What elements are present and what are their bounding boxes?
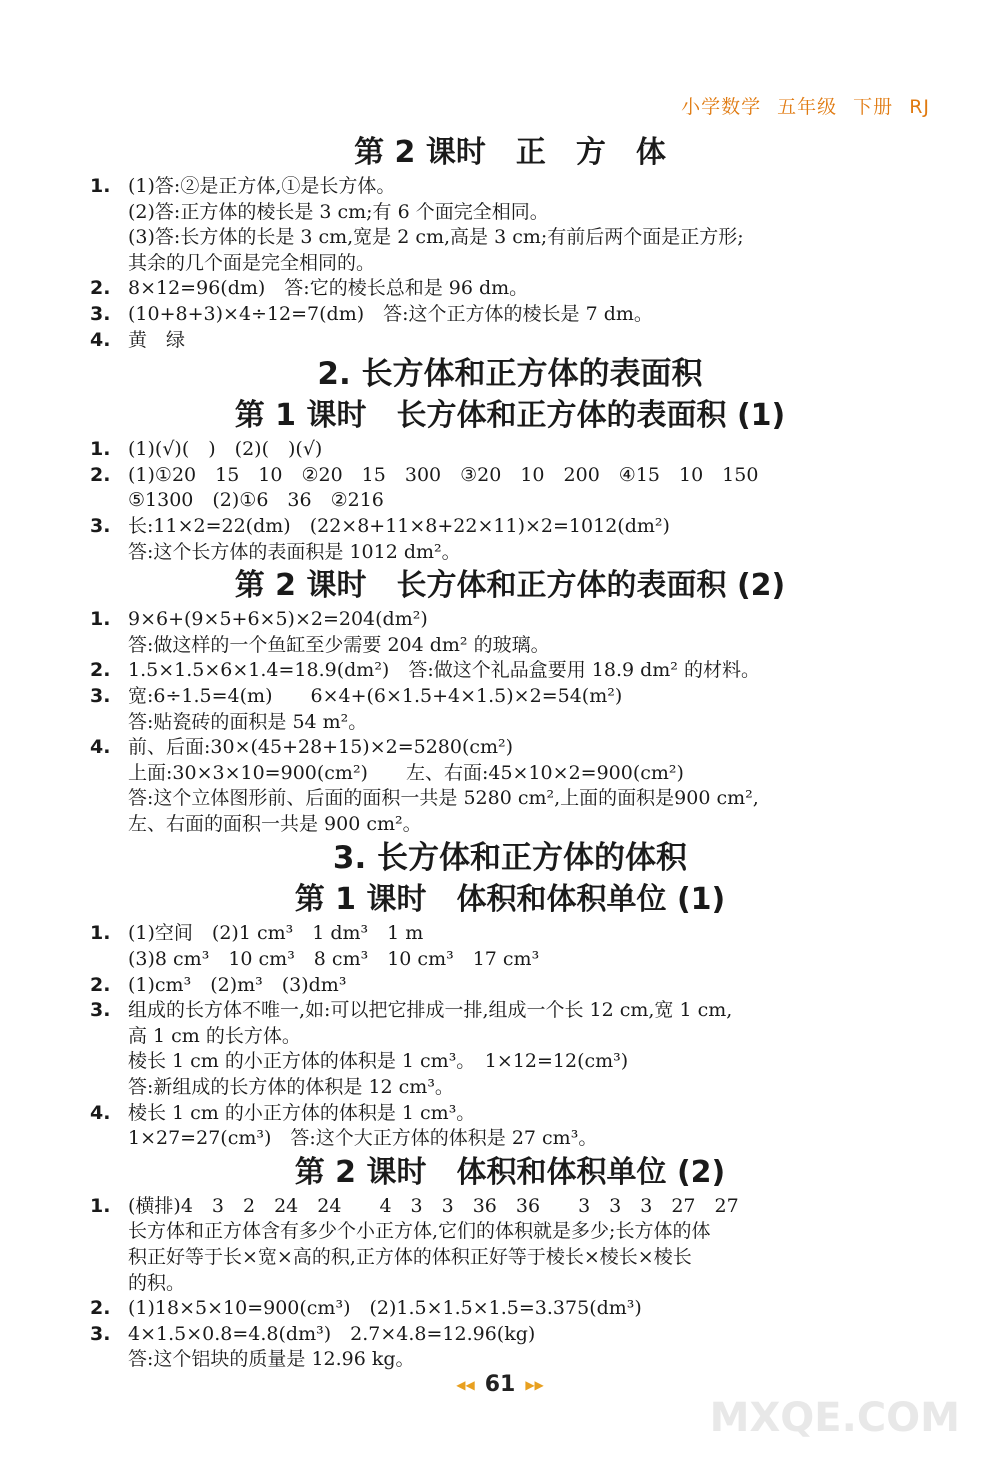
- header-edition: RJ: [909, 96, 930, 118]
- lesson-title: 第 2 课时 长方体和正方体的表面积 (2): [234, 568, 786, 604]
- item-lines: [128, 1296, 930, 1322]
- answer-line: 答:贴瓷砖的面积是 54 m²。: [128, 710, 368, 733]
- item-number: 3.: [90, 1322, 111, 1345]
- lesson-title: 第 1 课时 长方体和正方体的表面积 (1): [234, 398, 786, 434]
- answer-item: [90, 514, 930, 565]
- lesson-b-items: [90, 437, 930, 565]
- answer-line: (1)答:②是正方体,①是长方体。: [128, 175, 396, 197]
- item-lines: [128, 1322, 930, 1373]
- answer-item: [90, 973, 930, 999]
- answer-line: 的积。: [128, 1271, 186, 1294]
- lesson-d-items: [90, 921, 930, 1151]
- item-lines: [128, 302, 930, 328]
- answer-line: 答:做这样的一个鱼缸至少需要 204 dm² 的玻璃。: [128, 633, 550, 656]
- item-number: 3.: [90, 999, 111, 1022]
- answer-line: (3)8 cm³ 10 cm³ 8 cm³ 10 cm³ 17 cm³: [128, 948, 540, 971]
- lesson-title: 第 2 课时 正 方 体: [354, 135, 666, 170]
- answer-line: 答:这个铝块的质量是 12.96 kg。: [128, 1348, 415, 1371]
- answer-item: [90, 684, 930, 735]
- answer-item: [90, 174, 930, 276]
- book-header: [665, 92, 930, 119]
- item-lines: [128, 684, 930, 735]
- header-grade: 五年级: [777, 96, 838, 118]
- answer-line: (1)18×5×10=900(cm³) (2)1.5×1.5×1.5=3.375(dm³): [128, 1297, 642, 1320]
- item-lines: [128, 514, 930, 565]
- answer-item: [90, 1194, 930, 1296]
- answer-line: (横排)4 3 2 24 24 4 3 3 36 36 3 3 3 27 27: [128, 1194, 739, 1217]
- answer-line: 积正好等于长×宽×高的积,正方体的体积正好等于棱长×棱长×棱长: [128, 1246, 692, 1268]
- item-lines: [128, 1101, 930, 1152]
- answer-item: [90, 921, 930, 972]
- header-subject: 小学数学: [681, 96, 762, 118]
- answer-line: 1×27=27(cm³) 答:这个大正方体的体积是 27 cm³。: [128, 1127, 598, 1150]
- answer-item: [90, 437, 930, 463]
- item-number: 1.: [90, 438, 111, 461]
- answer-line: (10+8+3)×4÷12=7(dm) 答:这个正方体的棱长是 7 dm。: [128, 302, 653, 325]
- answer-item: [90, 276, 930, 302]
- answer-line: 左、右面的面积一共是 900 cm²。: [128, 812, 422, 835]
- answer-line: 9×6+(9×5+6×5)×2=204(dm²): [128, 608, 428, 631]
- answer-item: [90, 1322, 930, 1373]
- section-title: 2. 长方体和正方体的表面积: [317, 356, 703, 393]
- answer-line: 4×1.5×0.8=4.8(dm³) 2.7×4.8=12.96(kg): [128, 1322, 536, 1345]
- item-lines: [128, 437, 930, 463]
- answer-item: [90, 1101, 930, 1152]
- lesson-a-items: [90, 174, 930, 353]
- item-lines: [128, 658, 930, 684]
- item-lines: [128, 463, 930, 514]
- page-footer: [0, 1372, 1000, 1397]
- item-lines: [128, 174, 930, 276]
- lesson-title: 第 2 课时 体积和体积单位 (2): [294, 1154, 726, 1190]
- answer-line: 棱长 1 cm 的小正方体的体积是 1 cm³。 1×12=12(cm³): [128, 1050, 629, 1073]
- item-number: 3.: [90, 684, 111, 707]
- next-arrow-icon: ▶▶: [525, 1378, 544, 1392]
- answer-line: 高 1 cm 的长方体。: [128, 1024, 301, 1047]
- item-number: 3.: [90, 514, 111, 537]
- answer-line: (1)①20 15 10 ②20 15 300 ③20 10 200 ④15 10 150: [128, 463, 759, 486]
- page-number: 61: [484, 1372, 516, 1397]
- item-number: 2.: [90, 973, 111, 996]
- answer-item: [90, 1296, 930, 1322]
- item-number: 2.: [90, 277, 111, 300]
- item-lines: [128, 607, 930, 658]
- answer-line: 答:这个长方体的表面积是 1012 dm²。: [128, 540, 461, 563]
- item-lines: [128, 998, 930, 1100]
- item-number: 1.: [90, 922, 111, 945]
- answer-line: (3)答:长方体的长是 3 cm,宽是 2 cm,高是 3 cm;有前后两个面是正方形;: [128, 226, 744, 249]
- answer-content: [90, 132, 930, 1373]
- answer-line: 答:这个立体图形前、后面的面积一共是 5280 cm²,上面的面积是900 cm²,: [128, 787, 759, 810]
- answer-item: [90, 735, 930, 837]
- answer-item: [90, 658, 930, 684]
- answer-line: 答:新组成的长方体的体积是 12 cm³。: [128, 1076, 454, 1099]
- item-number: 1.: [90, 608, 111, 631]
- answer-item: [90, 302, 930, 328]
- answer-line: 棱长 1 cm 的小正方体的体积是 1 cm³。: [128, 1101, 476, 1124]
- answer-item: [90, 328, 930, 354]
- answer-line: ⑤1300 (2)①6 36 ②216: [128, 489, 384, 512]
- answer-item: [90, 998, 930, 1100]
- prev-arrow-icon: ◀◀: [456, 1378, 475, 1392]
- answer-item: [90, 463, 930, 514]
- item-lines: [128, 276, 930, 302]
- lesson-e-items: [90, 1194, 930, 1373]
- answer-line: (1)(√)( ) (2)( )(√): [128, 438, 323, 461]
- item-lines: [128, 921, 930, 972]
- item-number: 4.: [90, 328, 111, 351]
- answer-line: 其余的几个面是完全相同的。: [128, 251, 376, 274]
- item-number: 3.: [90, 302, 111, 325]
- answer-line: 上面:30×3×10=900(cm²) 左、右面:45×10×2=900(cm²): [128, 761, 684, 784]
- header-term: 下册: [853, 96, 894, 118]
- item-number: 4.: [90, 736, 111, 759]
- answer-line: 前、后面:30×(45+28+15)×2=5280(cm²): [128, 736, 514, 759]
- item-lines: [128, 735, 930, 837]
- answer-line: (1)空间 (2)1 cm³ 1 dm³ 1 m: [128, 922, 424, 945]
- item-lines: [128, 328, 930, 354]
- answer-line: (1)cm³ (2)m³ (3)dm³: [128, 973, 347, 996]
- answer-line: 黄 绿: [128, 328, 186, 351]
- section-title: 3. 长方体和正方体的体积: [332, 840, 688, 877]
- item-number: 2.: [90, 659, 111, 682]
- item-number: 1.: [90, 1194, 111, 1217]
- answer-line: 1.5×1.5×6×1.4=18.9(dm²) 答:做这个礼品盒要用 18.9 dm² 的材料。: [128, 659, 760, 682]
- answer-line: 长方体和正方体含有多少个小正方体,它们的体积就是多少;长方体的体: [128, 1220, 711, 1243]
- answer-line: 长:11×2=22(dm) (22×8+11×8+22×11)×2=1012(dm²): [128, 514, 670, 537]
- item-number: 4.: [90, 1101, 111, 1124]
- answer-line: 8×12=96(dm) 答:它的棱长总和是 96 dm。: [128, 277, 529, 300]
- answer-line: 组成的长方体不唯一,如:可以把它排成一排,组成一个长 12 cm,宽 1 cm,: [128, 999, 733, 1022]
- lesson-title: 第 1 课时 体积和体积单位 (1): [294, 882, 726, 918]
- item-lines: [128, 973, 930, 999]
- answer-line: (2)答:正方体的棱长是 3 cm;有 6 个面完全相同。: [128, 200, 549, 223]
- lesson-c-items: [90, 607, 930, 837]
- item-number: 1.: [90, 175, 111, 197]
- answer-line: 宽:6÷1.5=4(m) 6×4+(6×1.5+4×1.5)×2=54(m²): [128, 684, 623, 707]
- item-number: 2.: [90, 1297, 111, 1320]
- item-number: 2.: [90, 463, 111, 486]
- answer-item: [90, 607, 930, 658]
- item-lines: [128, 1194, 930, 1296]
- watermark: MXQE.COM: [709, 1395, 960, 1441]
